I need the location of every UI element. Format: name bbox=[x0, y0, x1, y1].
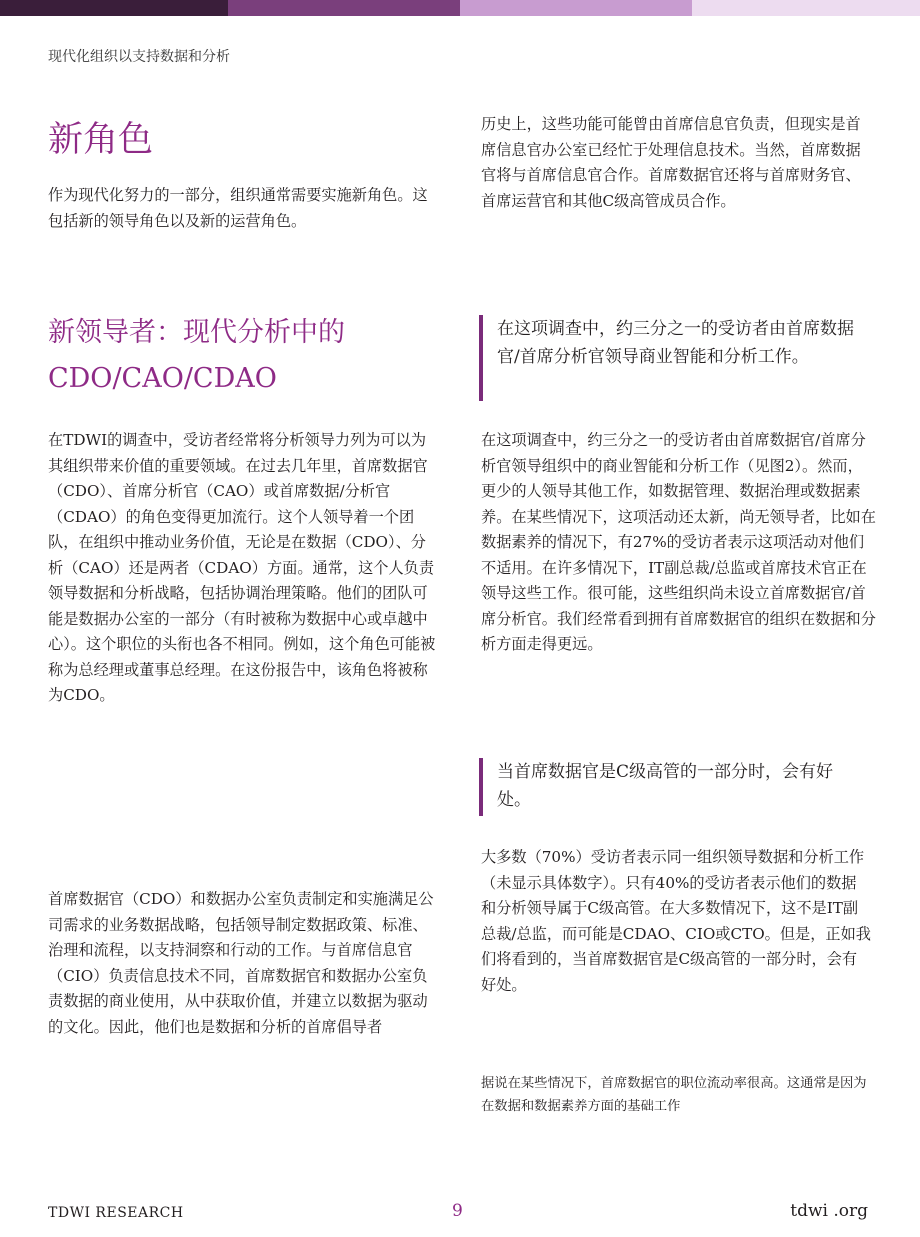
color-bar-segment-1 bbox=[0, 0, 228, 16]
turnover-paragraph: 据说在某些情况下，首席数据官的职位流动率很高。这通常是因为在数据和数据素养方面的基础工作 bbox=[481, 1076, 867, 1114]
intro-paragraph: 作为现代化努力的一部分，组织通常需要实施新角色。这包括新的领导角色以及新的运营角色。 bbox=[48, 186, 428, 230]
color-bar-segment-2 bbox=[228, 0, 460, 16]
footer-brand: TDWI RESEARCH bbox=[48, 1205, 184, 1221]
section-title-new-leaders: 新领导者：现代分析中的CDO/CAO/CDAO bbox=[48, 317, 345, 394]
pull-quote-2: 当首席数据官是C级高管的一部分时，会有好处。 bbox=[479, 758, 837, 816]
history-paragraph: 历史上，这些功能可能曾由首席信息官负责，但现实是首席信息官办公室已经忙于处理信息技术。当然，首席数据官将与首席信息官合作。首席数据官还将与首席财务官、首席运营官和其他C级高管成员合作。 bbox=[481, 115, 861, 210]
color-bar-segment-4 bbox=[692, 0, 920, 16]
top-color-bar bbox=[0, 0, 920, 16]
footer-site-link[interactable]: tdwi .org bbox=[790, 1201, 868, 1221]
tdwi-survey-paragraph: 在TDWI的调查中，受访者经常将分析领导力列为可以为其组织带来价值的重要领域。在过去几年里，首席数据官（CDO）、首席分析官（CAO）或首席数据/分析官（CDAO）的角色变得更加流行。这个人领导着一个团队，在组织中推动业务价值，无论是在数据（CDO）、分析（CAO）还是两者（CDAO）方面。通常，这个人负责领导数据和分析战略，包括协调治理策略。他们的团队可能是数据办公室的一部分（有时被称为数据中心或卓越中心）。这个职位的头衔也各不相同。例如，这个角色可能被称为总经理或董事总经理。在这份报告中，该角色将被称为CDO。 bbox=[48, 431, 436, 704]
pull-quote-1: 在这项调查中，约三分之一的受访者由首席数据官/首席分析官领导商业智能和分析工作。 bbox=[479, 315, 857, 401]
running-header: 现代化组织以支持数据和分析 bbox=[48, 49, 230, 65]
c-level-paragraph: 大多数（70%）受访者表示同一组织领导数据和分析工作（未显示具体数字）。只有40%的受访者表示他们的数据和分析领导属于C级高管。在大多数情况下，这不是IT副总裁/总监，而可能是CDAO、CIO或CTO。但是，正如我们将看到的，当首席数据官是C级高管的一部分时，会有好处。 bbox=[481, 848, 871, 994]
page-number: 9 bbox=[452, 1201, 463, 1221]
survey-results-paragraph: 在这项调查中，约三分之一的受访者由首席数据官/首席分析官领导组织中的商业智能和分析工作（见图2）。然而，更少的人领导其他工作，如数据管理、数据治理或数据素养。在某些情况下，这项活动还太新，尚无领导者，比如在数据素养的情况下，有27%的受访者表示这项活动对他们不适用。在许多情况下，IT副总裁/总监或首席技术官正在领导这些工作。很可能，这些组织尚未设立首席数据官/首席分析官。我们经常看到拥有首席数据官的组织在数据和分析方面走得更远。 bbox=[481, 431, 876, 653]
section-title-new-roles: 新角色 bbox=[48, 120, 154, 160]
color-bar-segment-3 bbox=[460, 0, 692, 16]
cdo-responsibility-paragraph: 首席数据官（CDO）和数据办公室负责制定和实施满足公司需求的业务数据战略，包括领导制定数据政策、标准、治理和流程，以支持洞察和行动的工作。与首席信息官（CIO）负责信息技术不同，首席数据官和数据办公室负责数据的商业使用，从中获取价值，并建立以数据为驱动的文化。因此，他们也是数据和分析的首席倡导者 bbox=[48, 890, 434, 1036]
